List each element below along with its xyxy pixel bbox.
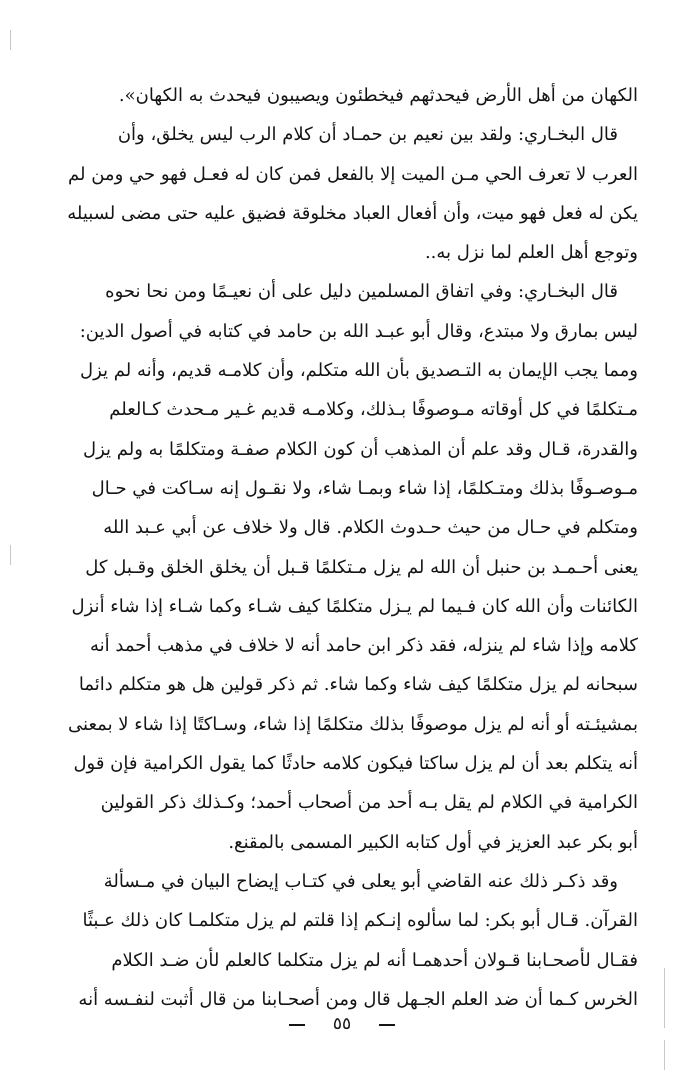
text-line: القرآن. قـال أبو بكر: لما سألوه إنـكم إذا قلتم لم يزل متكلمـا كان ذلك عـبثًا — [82, 910, 638, 932]
text-line: ومما يجب الإيمان به التـصديق بأن الله متكلم، وأن كلامـه قديم، وأنه لم يزل — [80, 360, 638, 382]
text-line: الخرس كـما أن ضد العلم الجـهل قال ومن أصحـابنا من قال أثبت لنفـسه أنه — [78, 988, 638, 1010]
text-line: فقـال لأصحـابنا قـولان أحدهمـا أنه لم يزل متكلما كالعلم لأن ضـد الكلام — [111, 949, 638, 971]
text-line: أنه يتكلم بعد أن لم يزل ساكتا فيكون كلامه حادثًا كما يقول الكرامية فإن قول — [73, 753, 638, 775]
text-line: مـتكلمًا في كل أوقاته مـوصوفًا بـذلك، وكلامـه قديم غـير مـحدث كـالعلم — [109, 399, 638, 421]
text-line: ومتكلم في حـال من حيث حـدوث الكلام. قال ولا خلاف عن أبي عـبد الله — [103, 517, 638, 539]
text-line: مـوصـوفًا بذلك ومتـكلمًا، إذا شاء وبمـا شاء، ولا نقـول إنه سـاكت في حـال — [91, 477, 638, 499]
body-text — [48, 76, 638, 1019]
page-number: ٥٥ — [332, 1014, 352, 1034]
text-line: الكرامية في الكلام لم يقل بـه أحد من أصحاب أحمد؛ وكـذلك ذكر القولين — [100, 792, 638, 814]
text-line: يعنى أحـمـد بن حنبل أن الله لم يزل مـتكلمًا قـبل أن يخلق الخلق وقـبل كل — [85, 556, 638, 578]
text-line: العرب لا تعرف الحي مـن الميت إلا بالفعل فمن كان له فعـل فهو حي ومن لم — [68, 163, 638, 185]
text-line: وقد ذكـر ذلك عنه القاضي أبو يعلى في كتـاب إيضاح البيان في مـسألة — [103, 870, 618, 892]
margin-mark — [10, 30, 11, 50]
text-line: قال البخـاري: وفي اتفاق المسلمين دليل على أن نعيـمًا ومن نحا نحوه — [105, 281, 618, 303]
text-line: قال البخـاري: ولقد بين نعيم بن حمـاد أن كلام الرب ليس يخلق، وأن — [117, 124, 618, 146]
text-line: أبو بكر عبد العزيز في أول كتابه الكبير المسمى بالمقنع. — [228, 831, 638, 853]
text-line: سبحانه لم يزل متكلمًا كيف شاء وكما شاء. ثم ذكر قولين هل هو متكلم دائما — [78, 674, 638, 696]
text-line: يكن له فعل فهو ميت، وأن أفعال العباد مخلوقة فضيق عليه حتى مضى لسبيله — [67, 202, 638, 224]
text-line: ليس بمارق ولا مبتدع، وقال أبو عبـد الله بن حامد في كتابه في أصول الدين: — [79, 320, 638, 342]
text-line: الكهان من أهل الأرض فيحدثهم فيخطئون ويصيبون فيحدث به الكهان». — [118, 85, 638, 106]
text-line: وتوجع أهل العلم لما نزل به.. — [424, 242, 638, 264]
footer-dash — [289, 1024, 305, 1026]
text-line: والقدرة، قـال وقد علم أن المذهب أن كون الكلام صفـة ومتكلمًا به ولم يزل — [83, 438, 638, 460]
margin-mark — [10, 545, 11, 565]
margin-mark — [664, 1040, 665, 1070]
text-line: بمشيئـته أو أنه لم يزل موصوفًا بذلك متكلمًا إذا شاء، وسـاكتًا إذا شاء لا بمعنى — [68, 713, 638, 735]
text-line: الكائنات وأن الله كان فـيما لم يـزل متكلمًا كيف شـاء وكما شـاء إذا شاء أنزل — [71, 595, 638, 617]
footer-dash — [379, 1024, 395, 1026]
text-line: كلامه وإذا شاء لم ينزله، فقد ذكر ابن حامد أنه لا خلاف في مذهب أحمد أنه — [90, 635, 638, 657]
page-footer — [0, 1014, 684, 1034]
